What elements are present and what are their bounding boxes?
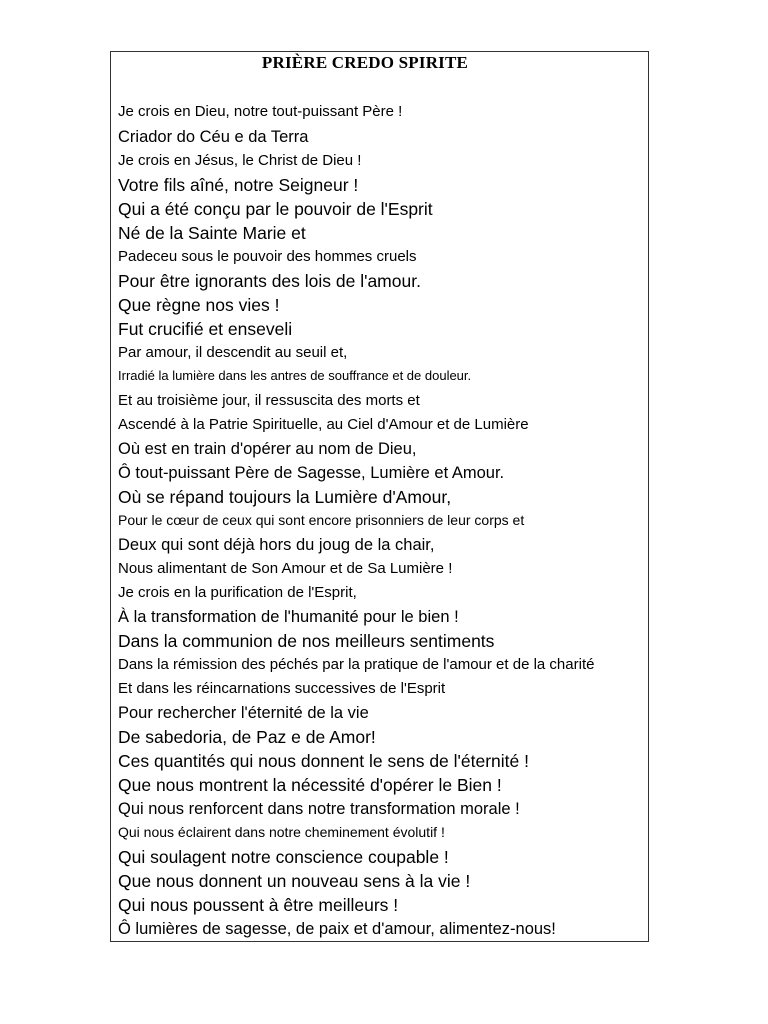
text-line: Je crois en Dieu, notre tout-puissant Père ! [118, 103, 403, 120]
text-line: Né de la Sainte Marie et [118, 223, 306, 243]
text-line: Irradié la lumière dans les antres de souffrance et de douleur. [118, 368, 472, 383]
text-line: Où est en train d'opérer au nom de Dieu, [118, 440, 417, 458]
text-line: Que nous donnent un nouveau sens à la vie ! [118, 871, 471, 891]
text-line: Votre fils aîné, notre Seigneur ! [118, 175, 359, 195]
text-line: Par amour, il descendit au seuil et, [118, 344, 348, 361]
text-line: Criador do Céu e da Terra [118, 128, 309, 146]
text-line: Ascendé à la Patrie Spirituelle, au Ciel d'Amour et de Lumière [118, 416, 529, 433]
text-line: Qui a été conçu par le pouvoir de l'Esprit [118, 199, 433, 219]
text-line: Et dans les réincarnations successives de l'Esprit [118, 680, 446, 697]
text-line: Qui nous renforcent dans notre transformation morale ! [118, 800, 520, 818]
text-line: Dans la rémission des péchés par la pratique de l'amour et de la charité [118, 656, 595, 673]
document-title: PRIÈRE CREDO SPIRITE [261, 53, 469, 72]
text-line: Je crois en Jésus, le Christ de Dieu ! [118, 152, 362, 169]
text-line: Je crois en la purification de l'Esprit, [118, 584, 357, 601]
text-line: Où se répand toujours la Lumière d'Amour, [118, 487, 452, 507]
text-line: Qui nous éclairent dans notre cheminement évolutif ! [118, 824, 445, 840]
text-line: Pour le cœur de ceux qui sont encore prisonniers de leur corps et [118, 512, 525, 528]
text-line: Et au troisième jour, il ressuscita des morts et [118, 392, 420, 409]
text-line: Ô lumières de sagesse, de paix et d'amour, alimentez-nous! [118, 920, 556, 938]
text-line: Ô tout-puissant Père de Sagesse, Lumière et Amour. [118, 464, 505, 482]
text-line: Pour être ignorants des lois de l'amour. [118, 271, 421, 291]
text-line: Que nous montrent la nécessité d'opérer le Bien ! [118, 775, 502, 795]
text-line: Nous alimentant de Son Amour et de Sa Lumière ! [118, 560, 453, 577]
text-line: À la transformation de l'humanité pour le bien ! [118, 608, 459, 626]
text-line: Padeceu sous le pouvoir des hommes cruels [118, 248, 417, 265]
text-line: De sabedoria, de Paz e de Amor! [118, 727, 376, 747]
text-line: Qui soulagent notre conscience coupable ! [118, 847, 449, 867]
text-line: Fut crucifié et enseveli [118, 319, 293, 339]
text-line: Deux qui sont déjà hors du joug de la chair, [118, 536, 435, 554]
text-line: Ces quantités qui nous donnent le sens de l'éternité ! [118, 751, 529, 771]
text-line: Que règne nos vies ! [118, 295, 280, 315]
text-line: Pour rechercher l'éternité de la vie [118, 704, 369, 722]
text-line: Dans la communion de nos meilleurs sentiments [118, 631, 495, 651]
text-line: Qui nous poussent à être meilleurs ! [118, 895, 399, 915]
